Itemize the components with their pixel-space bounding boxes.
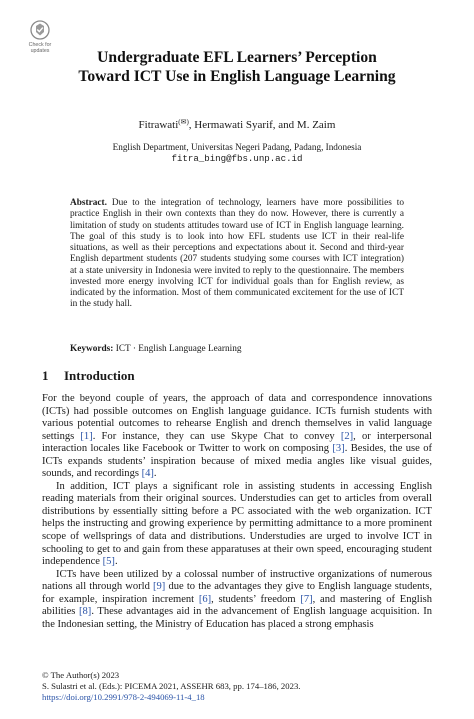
citation-link[interactable]: [8] xyxy=(79,606,92,618)
citation-link[interactable]: [5] xyxy=(102,556,115,568)
p1-text-b: . For instance, they can use Skype Chat to convey xyxy=(92,430,341,442)
affiliation: English Department, Universitas Negeri Padang, Padang, Indonesia xyxy=(112,142,362,152)
p2-text-a: In addition, ICT plays a significant role in assisting students in accessing English reading materials from their original sources. Understudies can get to articles from overall distributions by essentially sitting before a PC associated with the web organization. ICT helps the instructing and growing experience by permitting admittance to a more prominent scope of wellsprings of data and distributions. Understudies are urged to involve ICT in schooling to get to and gain from these apparatuses at their own speed, encouraging student independence xyxy=(42,480,432,568)
citation-link[interactable]: [6] xyxy=(198,593,212,605)
introduction-body xyxy=(42,393,432,631)
paper-title xyxy=(40,48,434,86)
citation-link[interactable]: [4] xyxy=(141,468,154,480)
author-email[interactable]: fitra_bing@fbs.unp.ac.id xyxy=(171,153,303,164)
p3-text-e: . These advantages aid in the advancement of English language acquisition. In the Indonesian setting, the Ministry of Education has placed a strong emphasis xyxy=(42,606,432,630)
badge-line-2: updates xyxy=(30,48,50,54)
page-footer xyxy=(42,670,442,703)
p1-text-d: . Besides, the use of ICTs expands students’ inspiration because of mixed media angles like visual guides, sounds, and recordings xyxy=(42,443,432,480)
keywords-text: ICT · English Language Learning xyxy=(115,344,242,354)
citation-link[interactable]: [7] xyxy=(300,593,313,605)
citation-line: S. Sulastri et al. (Eds.): PICEMA 2021, ASSEHR 683, pp. 174–186, 2023. xyxy=(42,681,301,691)
p1-text-a: For the beyond couple of years, the approach of data and correspondence innovations (ICTs) had possible outcomes on English language guidance. ICTs furnish students with various potential outcomes to rehearse English and drench themselves in valid language settings xyxy=(42,393,432,442)
citation-link[interactable]: [1] xyxy=(80,430,93,442)
citation-link[interactable]: [2] xyxy=(340,430,354,442)
abstract xyxy=(70,198,404,311)
copyright-line: © The Author(s) 2023 xyxy=(42,670,120,680)
p3-text-d: , and mastering of English abilities xyxy=(42,593,433,618)
abstract-text: Due to the integration of technology, learners have more possibilities to practice English in their own contexts than they do now. However, there is currently a limitation of study on students attitudes toward use of ICT in English language learning. The goal of this study is to look into how EFL students use ICT in their real-life situations, as well as their perceptions and expectations about it. Second and third-year English department students (207 students studying some courses with ICT integration) at a state university in Indonesia were invited to reply to the questionnaire. The members invested more energy involving ICT for individual goals than for English review, as indicated by the information. Most of them communicated excitement for the use of ICT in the study hall. xyxy=(70,198,404,310)
corresponding-author-mark[interactable]: (✉) xyxy=(178,118,189,126)
section-heading-introduction xyxy=(42,368,135,384)
section-title: Introduction xyxy=(64,368,135,383)
p3-text-a: ICTs have been utilized by a colossal number of instructive organizations of numerous nations all through world xyxy=(42,568,432,593)
p1-text-c: , or interpersonal interaction locales like Facebook or Twitter to work on composing xyxy=(42,430,432,455)
paragraph-2 xyxy=(42,481,432,569)
keywords xyxy=(70,344,404,356)
keywords-label: Keywords: xyxy=(70,344,114,354)
paragraph-3 xyxy=(42,569,432,632)
other-authors: , Hermawati Syarif, and M. Zaim xyxy=(188,119,336,131)
check-for-updates-icon xyxy=(30,20,50,40)
abstract-label: Abstract. xyxy=(70,198,107,208)
author-list xyxy=(40,116,434,132)
citation-link[interactable]: [3] xyxy=(332,443,345,455)
badge-line-1: Check for xyxy=(28,42,52,48)
p3-text-c: , students’ freedom xyxy=(211,593,301,605)
section-number: 1 xyxy=(42,368,49,383)
citation-link[interactable]: [9] xyxy=(153,581,166,593)
author-1: Fitrawati xyxy=(138,119,179,131)
p2-text-b: . xyxy=(114,556,118,568)
title-line-1: Undergraduate EFL Learners’ Perception xyxy=(97,49,377,66)
p3-text-b: due to the advantages they give to English language students, for example, inspiration increment xyxy=(42,581,432,605)
paragraph-1 xyxy=(42,393,432,481)
doi-link[interactable]: https://doi.org/10.2991/978-2-494069-11-4_18 xyxy=(42,692,205,702)
title-line-2: Toward ICT Use in English Language Learning xyxy=(78,68,396,85)
p1-text-e: . xyxy=(153,468,157,480)
